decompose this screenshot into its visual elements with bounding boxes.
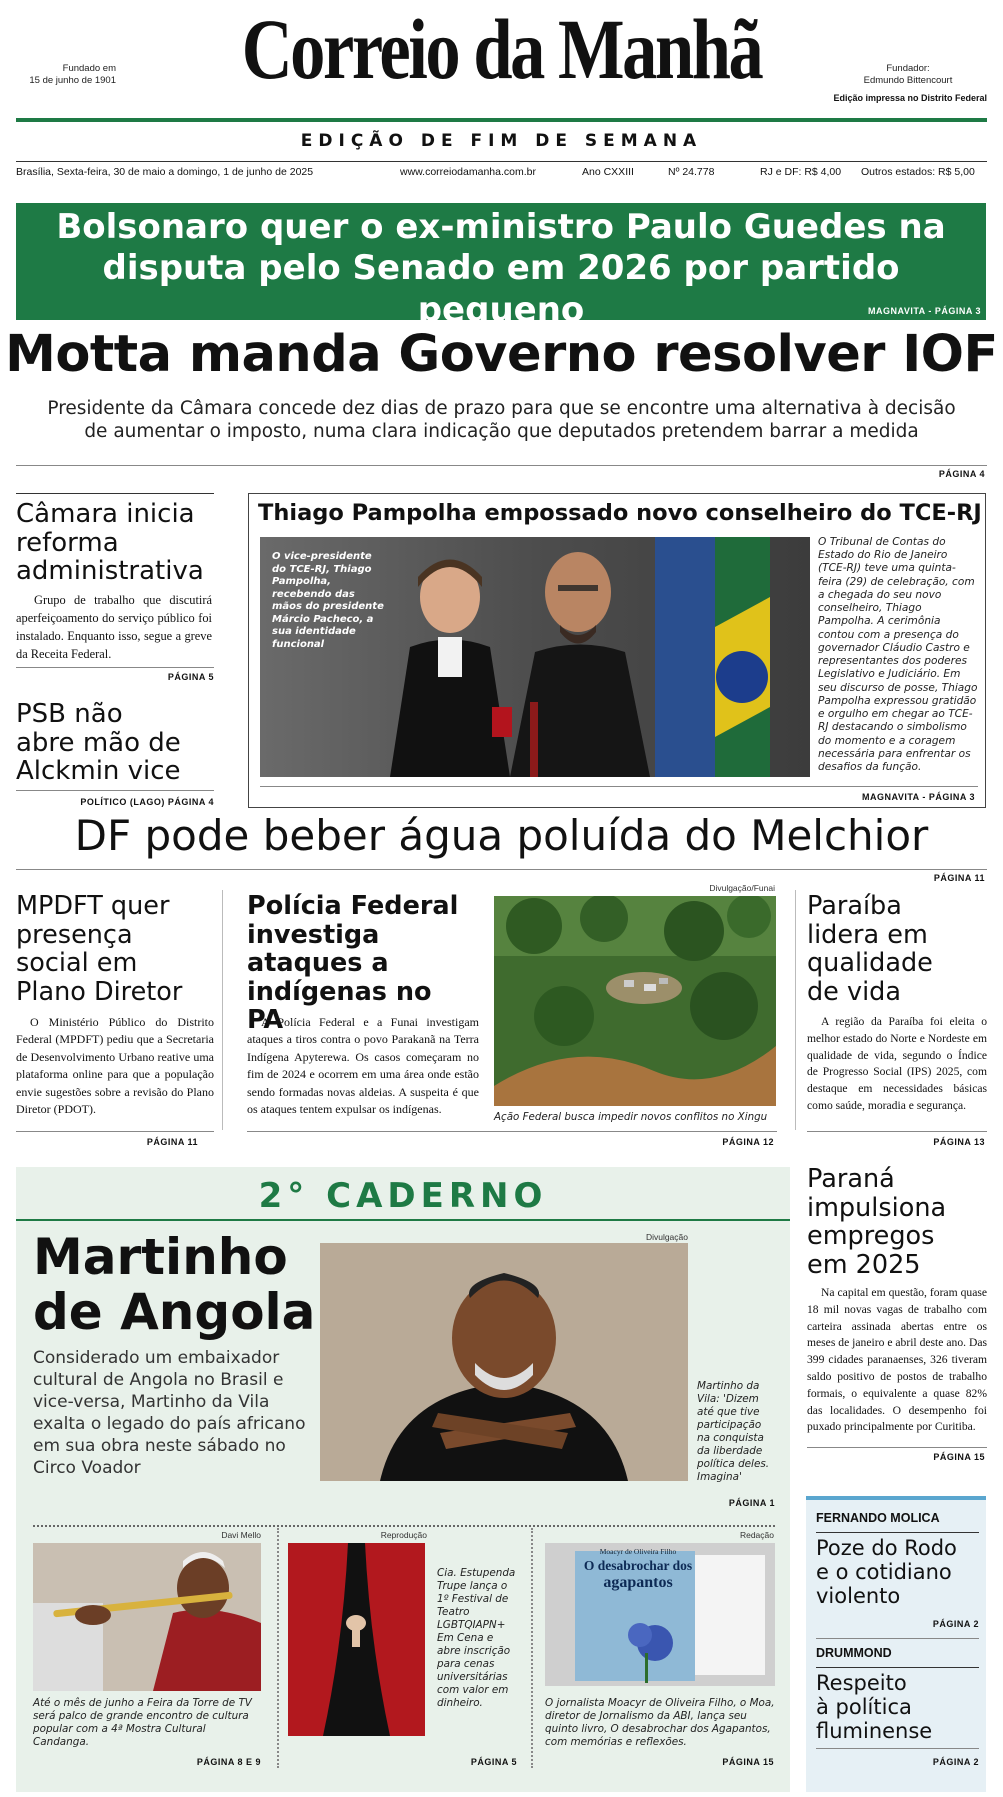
column-2-bottom-rule: [816, 1748, 979, 1749]
edition-label: EDIÇÃO DE FIM DE SEMANA: [300, 131, 703, 151]
print-edition: Edição impressa no Distrito Federal: [833, 93, 987, 103]
mpdft-headline-l2: presença: [16, 919, 133, 950]
banner-ref: MAGNAVITA - PÁGINA 3: [868, 306, 981, 316]
caderno-label[interactable]: 2° CADERNO: [258, 1176, 548, 1216]
price-rj-df: RJ e DF: R$ 4,00: [760, 166, 842, 178]
melchior-ref: PÁGINA 11: [933, 873, 985, 883]
flute-photo-illustration: [33, 1543, 261, 1691]
caderno-item-divider-2: [531, 1528, 533, 1768]
caderno-dotted-rule: [33, 1525, 775, 1527]
policia-divider: [795, 890, 796, 1130]
caderno-item-2-ref: PÁGINA 5: [470, 1757, 517, 1767]
camara-headline-l2: reforma: [16, 527, 119, 558]
psb-headline[interactable]: [16, 700, 221, 786]
banner-line-2: disputa pelo Senado em 2026 por partido pequeno: [102, 248, 900, 330]
policia-photo: [494, 896, 776, 1106]
columns-top-bar: [806, 1496, 986, 1500]
date-rule-top: [16, 161, 987, 162]
column-2-sep: [816, 1638, 979, 1639]
caderno-deck: Considerado um embaixador cultural de Angola no Brasil e vice-versa, Martinho da Vila exalta o legado do país africano em sua obra neste sábado no Circo Voador: [33, 1348, 306, 1479]
tce-photo-caption: O vice-presidente do TCE-RJ, Thiago Pampolha, recebendo das mãos do presidente Márcio Pacheco, a sua identidade funcional: [272, 551, 384, 650]
psb-headline-l1: PSB não: [16, 699, 123, 729]
founder-name: Edmundo Bittencourt: [863, 74, 953, 86]
mpdft-ref: PÁGINA 11: [146, 1137, 198, 1147]
caderno-headline[interactable]: [33, 1230, 323, 1340]
tce-body: O Tribunal de Contas do Estado do Rio de Janeiro (TCE-RJ) teve uma quinta-feira (29) de celebração, com a chegada do seu novo conselheiro, Thiago Pampolha. A cerimônia contou com a presença do governador Cláudio Castro e representantes dos poderes Legislativo e Judiciário. Em seu discurso de posse, Thiago Pampolha expressou gratidão e orgulho em chegar ao TCE-RJ destacando o simbolismo do momento e a coragem necessária para enfrentar os desafios da função.: [818, 536, 978, 773]
parana-ref: PÁGINA 15: [933, 1452, 985, 1462]
policia-photo-credit: Divulgação/Funai: [709, 883, 775, 893]
lead-headline[interactable]: Motta manda Governo resolver IOF: [5, 325, 998, 384]
paraiba-headline[interactable]: [807, 892, 987, 1006]
caderno-item-3-ref: PÁGINA 15: [722, 1757, 774, 1767]
tce-ref: MAGNAVITA - PÁGINA 3: [862, 792, 975, 802]
policia-body: A Polícia Federal e a Funai investigam ataques a tiros contra o povo Parakanã na Terra Indígena Apyterewa. Os casos começaram no fim de 2024 e ocorrem em uma área onde estão sendo formadas novas aldeias. A suspeita é que os ataques tentem expulsar os indígenas.: [247, 1015, 479, 1116]
founded-date: 15 de junho de 1901: [29, 74, 116, 86]
caderno-item-3-credit: Redação: [739, 1530, 774, 1540]
column-2-title-l2: à política: [816, 1695, 912, 1720]
paraiba-rule: [807, 1131, 987, 1132]
column-1-author[interactable]: FERNANDO MOLICA: [816, 1511, 940, 1525]
column-2-title[interactable]: [816, 1671, 981, 1743]
masthead-rule: [16, 118, 987, 122]
policia-ref: PÁGINA 12: [722, 1137, 774, 1147]
policia-photo-illustration: [494, 896, 776, 1106]
parana-body: Na capital em questão, foram quase 18 mil novas vagas de trabalho com carteira assinada abertas entre os meses de janeiro e abril deste ano. Das 399 cidades paranaenses, 326 tiveram saldo positivo de postos de trabalho formais, o equivalente a quase 82% das localidades. O desempenho foi puxado principalmente por Curitiba.: [807, 1286, 987, 1434]
melchior-headline[interactable]: DF pode beber água poluída do Melchior: [74, 811, 929, 860]
parana-rule: [807, 1447, 987, 1448]
lead-ref: PÁGINA 4: [938, 469, 985, 479]
theater-photo-illustration: [288, 1543, 425, 1736]
caderno-item-3-caption: O jornalista Moacyr de Oliveira Filho, o Moa, diretor de Jornalismo da ABI, lança seu quinto livro, O desabrochar dos Agapantos, com memórias e reflexões.: [545, 1697, 775, 1748]
column-2-ref: PÁGINA 2: [932, 1757, 979, 1767]
lead-deck-line-1: Presidente da Câmara concede dez dias de prazo para que se encontre uma alternativa à decisão: [47, 398, 956, 419]
founded-label: Fundado em: [62, 63, 116, 74]
column-2-title-l1: Respeito: [816, 1671, 907, 1695]
year-text: Ano CXXIII: [582, 166, 634, 178]
psb-ref: POLÍTICO (LAGO) PÁGINA 4: [80, 797, 214, 807]
policia-headline-l2: investiga: [247, 919, 380, 950]
paraiba-body: A região da Paraíba foi eleita o melhor estado do Norte e Nordeste em qualidade de vida, segundo o Índice de Progresso Social (IPS) 2025, com destaque em necessidades básicas como saúde, moradia e segurança.: [807, 1015, 987, 1112]
column-1-ref: PÁGINA 2: [932, 1619, 979, 1629]
tce-headline[interactable]: Thiago Pampolha empossado novo conselheiro do TCE-RJ: [258, 500, 982, 526]
caderno-photo: [320, 1243, 688, 1481]
banner-headline[interactable]: [16, 207, 986, 331]
psb-headline-l2: abre mão de: [16, 727, 181, 758]
psb-rule: [16, 790, 214, 791]
lead-deck: [0, 398, 1003, 443]
caderno-rule: [16, 1219, 790, 1221]
column-2-rule: [816, 1667, 979, 1668]
parana-headline-l3: empregos: [807, 1221, 935, 1252]
caderno-headline-l2: de Angola: [33, 1283, 316, 1341]
policia-headline-l4: indígenas no PA: [247, 976, 432, 1036]
caderno-item-2-caption: Cia. Estupenda Trupe lança o 1º Festival de Teatro LGBTQIAPN+ Em Cena e abre inscrição para cenas universitárias com valor em dinheiro.: [437, 1567, 516, 1709]
parana-headline-l1: Paraná: [807, 1164, 895, 1194]
policia-rule: [247, 1131, 777, 1132]
paraiba-headline-l3: qualidade: [807, 948, 933, 979]
book-author: Moacyr de Oliveira Filho: [599, 1547, 677, 1556]
caderno-headline-l1: Martinho: [33, 1228, 288, 1286]
website-link[interactable]: www.correiodamanha.com.br: [400, 166, 536, 178]
date-line: [16, 166, 987, 178]
caderno-item-2-credit: Reprodução: [380, 1530, 427, 1540]
parana-headline-l4: em 2025: [807, 1249, 921, 1280]
tce-rule: [260, 786, 978, 787]
mpdft-rule: [16, 1131, 214, 1132]
paraiba-headline-l2: lidera em: [807, 919, 928, 950]
mpdft-headline[interactable]: [16, 892, 216, 1006]
column-1-title-l2: e o cotidiano: [816, 1560, 952, 1585]
mpdft-headline-l1: MPDFT quer: [16, 891, 170, 921]
number-text: Nº 24.778: [668, 166, 715, 178]
caderno-item-1-credit: Davi Mello: [221, 1530, 261, 1540]
martinho-photo-illustration: [320, 1243, 688, 1481]
lead-rule: [16, 465, 987, 466]
column-2-author[interactable]: DRUMMOND: [816, 1646, 892, 1660]
masthead-title[interactable]: Correio da Manhã: [241, 1, 762, 97]
caderno-item-1-caption: Até o mês de junho a Feira da Torre de TV será palco de grande encontro de cultura popular com a 4ª Mostra Cultural Candanga.: [33, 1697, 252, 1748]
founder-info: [833, 63, 983, 87]
founder-label: Fundador:: [886, 63, 930, 74]
lead-deck-line-2: de aumentar o imposto, numa clara indicação que deputados pretendem barrar a medida: [84, 420, 919, 442]
mpdft-headline-l4: Plano Diretor: [16, 976, 183, 1007]
policia-photo-caption: Ação Federal busca impedir novos conflitos no Xingu: [494, 1111, 768, 1123]
paraiba-headline-l1: Paraíba: [807, 891, 902, 921]
book-title: [578, 1559, 698, 1591]
caderno-item-divider-1: [277, 1528, 279, 1768]
column-1-title-l1: Poze do Rodo: [816, 1536, 957, 1560]
column-2-title-l3: fluminense: [816, 1719, 933, 1744]
column-1-title[interactable]: [816, 1536, 981, 1608]
parana-headline[interactable]: [807, 1165, 987, 1279]
melchior-rule: [16, 869, 987, 870]
camara-headline-l3: administrativa: [16, 556, 204, 587]
caderno-photo-caption: Martinho da Vila: 'Dizem até que tive participação na conquista da liberdade política deles. Imagina': [697, 1380, 770, 1483]
column-1-title-l3: violento: [816, 1584, 901, 1609]
book-title-l2: agapantos: [603, 1573, 673, 1591]
caderno-item-1-photo: [33, 1543, 261, 1691]
camara-headline-l1: Câmara inicia: [16, 499, 195, 529]
camara-top-rule: [16, 493, 214, 494]
camara-headline[interactable]: [16, 500, 221, 586]
banner-line-1: Bolsonaro quer o ex-ministro Paulo Guedes na: [56, 207, 946, 247]
mpdft-divider: [222, 890, 223, 1130]
date-text: Brasília, Sexta-feira, 30 de maio a domingo, 1 de junho de 2025: [16, 166, 314, 178]
camara-bottom-rule: [16, 667, 214, 668]
policia-headline-l3: ataques a: [247, 948, 389, 979]
paraiba-ref: PÁGINA 13: [933, 1137, 985, 1147]
mpdft-headline-l3: social em: [16, 948, 138, 979]
caderno-item-1-ref: PÁGINA 8 E 9: [196, 1757, 261, 1767]
policia-headline-l1: Polícia Federal: [247, 891, 459, 921]
paraiba-headline-l4: de vida: [807, 976, 901, 1007]
caderno-item-2-photo: [288, 1543, 425, 1736]
caderno-ref: PÁGINA 1: [728, 1498, 775, 1508]
caderno-photo-credit: Divulgação: [645, 1232, 688, 1242]
price-other: Outros estados: R$ 5,00: [861, 166, 975, 178]
camara-body: Grupo de trabalho que discutirá aperfeiçoamento do serviço público foi instalado. Enquanto isso, segue a greve da Receita Federal.: [16, 593, 212, 661]
column-1-rule: [816, 1532, 979, 1533]
book-title-l1: O desabrochar dos: [583, 1558, 693, 1573]
parana-headline-l2: impulsiona: [807, 1192, 947, 1223]
mpdft-body: O Ministério Público do Distrito Federal (MPDFT) pediu que a Secretaria de Desenvolvimento Urbano reative uma plataforma online para que a população envie sugestões sobre a revisão do Plano Diretor (PDOT).: [16, 1015, 214, 1116]
camara-ref: PÁGINA 5: [167, 672, 214, 682]
psb-headline-l3: Alckmin vice: [16, 756, 181, 787]
